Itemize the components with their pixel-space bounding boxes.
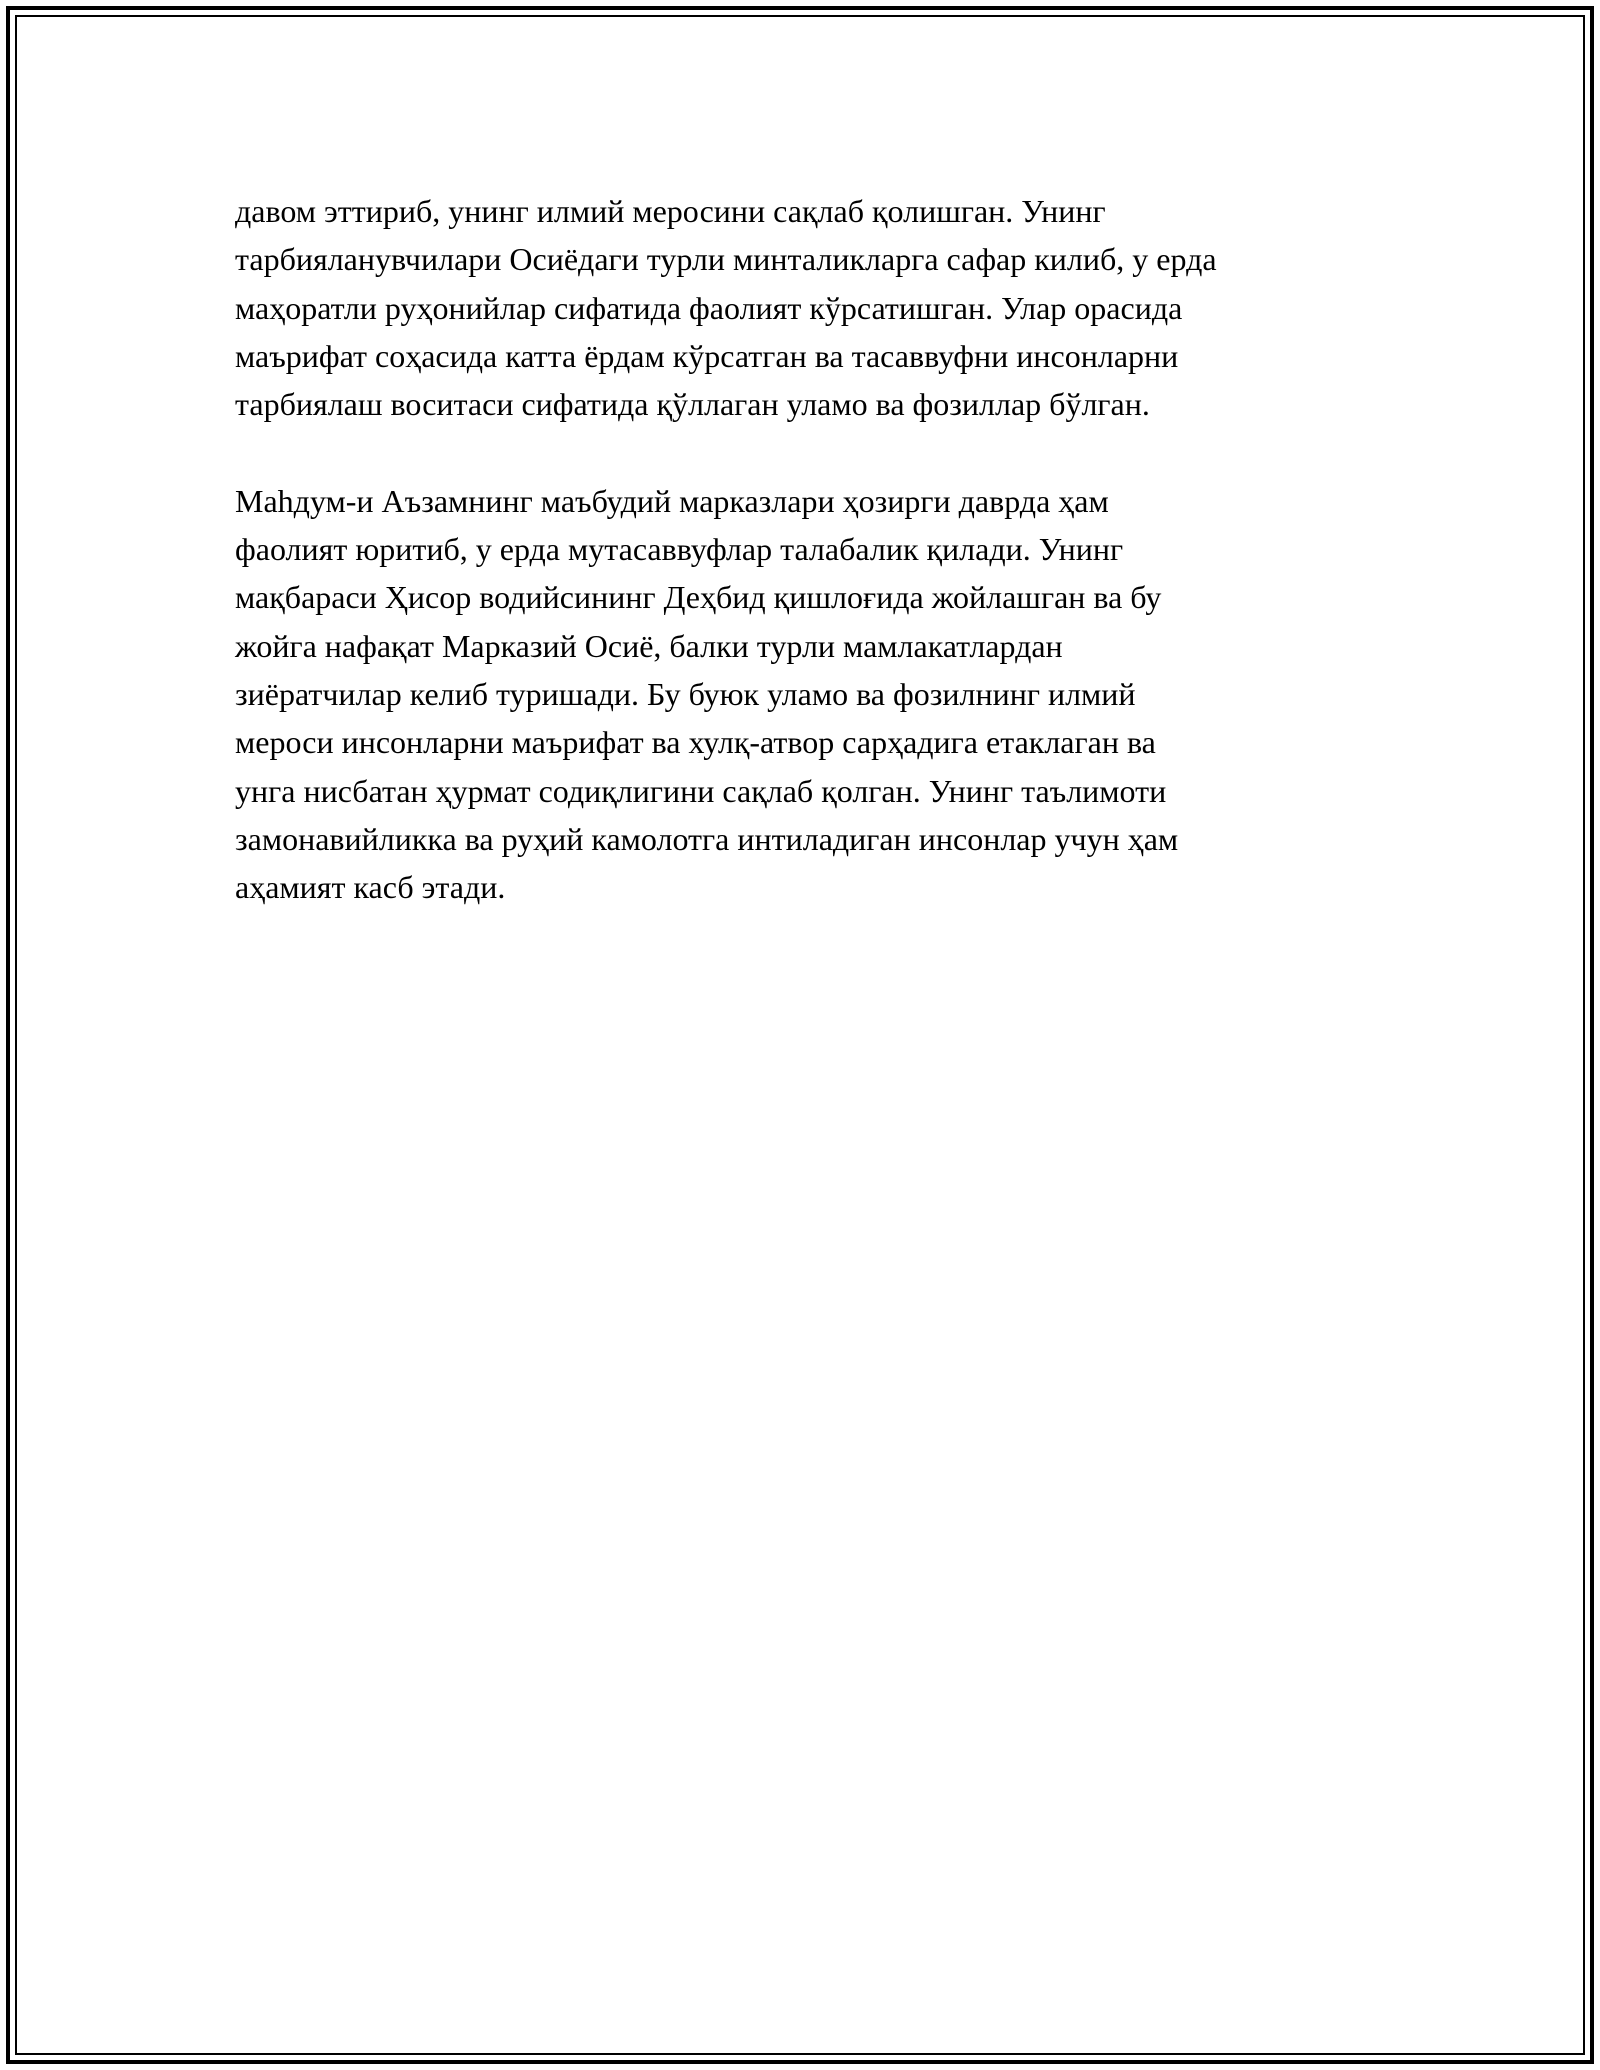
text-line: замонавийликка ва руҳий камолотга интиладиган инсонлар учун ҳам — [235, 820, 1179, 857]
text-line: аҳамият касб этади. — [235, 869, 506, 906]
text-line: унга нисбатан ҳурмат содиқлигини сақлаб қолган. Унинг таълимоти — [235, 772, 1167, 809]
paragraph-1 — [235, 187, 1395, 428]
text-line: тарбиялаш воситаси сифатида қўллаган уламо ва фозиллар бўлган. — [235, 386, 1150, 423]
text-line: зиёратчилар келиб туришади. Бу буюк уламо ва фозилнинг илмий — [235, 675, 1136, 712]
text-line: мероси инсонларни маърифат ва хулқ-атвор сарҳадига етаклаган ва — [235, 724, 1156, 761]
text-line: фаолият юритиб, у ерда мутасаввуфлар талабалик қилади. Унинг — [235, 531, 1124, 568]
paragraph-2 — [235, 477, 1395, 912]
text-line: маърифат соҳасида катта ёрдам кўрсатган ва тасаввуфни инсонларни — [235, 337, 1179, 374]
text-line: мақбараси Ҳисор водийсининг Деҳбид қишлоғида жойлашган ва бу — [235, 579, 1162, 616]
text-line: жойга нафақат Марказий Осиё, балки турли мамлакатлардан — [235, 627, 1063, 664]
text-line: Маһдум-и Аъзамнинг маъбудий марказлари ҳозирги даврда ҳам — [235, 482, 1109, 519]
text-line: маҳоратли руҳонийлар сифатида фаолият кўрсатишган. Улар орасида — [235, 289, 1183, 326]
text-line: давом эттириб, унинг илмий меросини сақлаб қолишган. Унинг — [235, 193, 1106, 229]
document-body — [235, 187, 1395, 960]
text-line: тарбияланувчилари Осиёдаги турли минталикларга сафар килиб, у ерда — [235, 241, 1217, 278]
